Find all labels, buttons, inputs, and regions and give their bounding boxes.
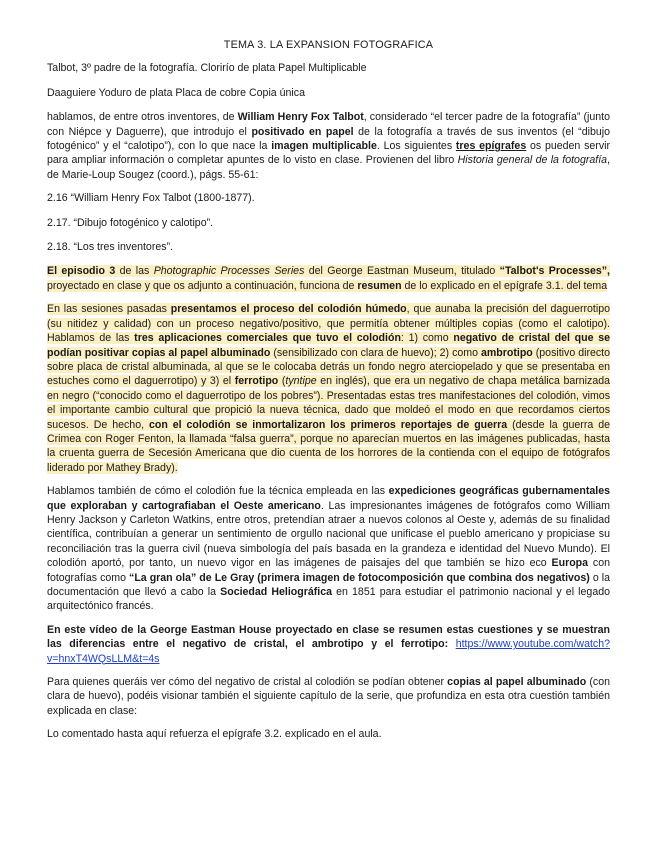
- note-line-daguerre: Daaguiere Yoduro de plata Placa de cobre Copia única: [47, 86, 305, 99]
- colodion-paragraph: En las sesiones pasadas presentamos el proceso del colodión húmedo, que aunaba la precisión del daguerrotipo (su nitidez y calidad) con un proceso negativo/positivo, que permitía obtener múltiples copias (como el calotipo). Hablamos de las tres aplicaciones comerciales que tuvo el colodión: 1) como negativo de cristal del que se podían positivar copias al papel albuminado (sensibilizado con clara de huevo); 2) como ambrotipo (positivo directo sobre placa de cristal albuminada, al que se le colocaba detrás un fondo negro aterciopelado y que se presentaba en estuches como el daguerrotipo) y 3) el ferrotipo (tyntipe en inglés), que era un negativo de chapa metálica barnizada en negro (“conocido como el daguerrotipo de los pobres”). Presentadas estas tres manifestaciones del colodión, vimos el importante cambio cultural que propició la nueva técnica, dado que moldeó el modo en que recordamos ciertos sucesos. De hecho, con el colodión se inmortalizaron los primeros reportajes de guerra (desde la guerra de Crimea con Roger Fenton, la llamada “falsa guerra”, porque no aparecían muertos en las imágenes publicadas, hasta la cruenta guerra de Secesión Americana que dio cuenta de los horrores de la contienda con el equipo de fotógrafos liderado por Mathey Brady).: [47, 303, 611, 474]
- reference-216: 2.16 “William Henry Fox Talbot (1800-1877).: [47, 192, 255, 205]
- reference-217: 2.17. “Dibujo fotogénico y calotipo”.: [47, 216, 214, 229]
- document-page: [47, 38, 610, 752]
- episode-paragraph: El episodio 3 de las Photographic Processes Series del George Eastman Museum, titulado “Talbot's Processes”, proyectado en clase y que os adjunto a continuación, funciona de resumen de lo explicado en el epígrafe 3.1. del tema: [47, 265, 610, 292]
- video-paragraph: En este vídeo de la George Eastman House proyectado en clase se resumen estas cuestiones y se muestran las diferencias entre el negativo de cristal, el ambrotipo y el ferrotipo: https://www.youtube.com/watch?v=hnxT4WQsLLM&t=4s: [47, 623, 610, 665]
- closing-paragraph: Lo comentado hasta aquí refuerza el epígrafe 3.2. explicado en el aula.: [47, 728, 382, 741]
- intro-paragraph: hablamos, de entre otros inventores, de William Henry Fox Talbot, considerado “el tercer padre de la fotografía” (junto con Niépce y Daguerre), que introdujo el positivado en papel de la fotografía a través de sus inventos (el “dibujo fotogénico” y el “calotipo”), con lo que nace la imagen multiplicable. Los siguientes tres epígrafes os pueden servir para ampliar información o completar apuntes de lo visto en clase. Provienen del libro Historia general de la fotografía, de Marie-Loup Sougez (coord.), págs. 55-61:: [47, 111, 610, 181]
- page-title: TEMA 3. LA EXPANSION FOTOGRAFICA: [223, 39, 434, 51]
- youtube-video-link[interactable]: https://www.youtube.com/watch?v=hnxT4WQsLLM&t=4s: [47, 638, 610, 665]
- note-line-talbot: Talbot, 3º padre de la fotografía. Clorirío de plata Papel Multiplicable: [47, 62, 367, 75]
- copias-paragraph: Para quienes queráis ver cómo del negativo de cristal al colodión se podían obtener copias al papel albuminado (con clara de huevo), podéis visionar también el siguiente capítulo de la serie, que profundiza en esta otra cuestión también explicada en clase:: [47, 676, 611, 717]
- reference-218: 2.18. “Los tres inventores”.: [47, 241, 174, 254]
- expediciones-paragraph: Hablamos también de cómo el colodión fue la técnica empleada en las expediciones geográficas gubernamentales que exploraban y cartografiaban el Oeste americano. Las impresionantes imágenes de fotógrafos como William Henry Jackson y Carleton Watkins, entre otros, pretendían atraer a nuevos colonos al Oeste y, además de su finalidad científica, contribuían a generar un sentimiento de orgullo nacional que unificase el pueblo americano y propiciase su reconciliación tras la guerra civil (nueva simbología del país basada en la grandeza e identidad del Nuevo Mundo). El colodión aportó, por tanto, un nuevo vigor en las imágenes de paisajes del que también se hizo eco Europa con fotografías como “La gran ola” de Le Gray (primera imagen de fotocomposición que combina dos negativos) o la documentación que llevó a cabo la Sociedad Heliográfica en 1851 para estudiar el patrimonio nacional y el legado arquitectónico francés.: [47, 485, 610, 613]
